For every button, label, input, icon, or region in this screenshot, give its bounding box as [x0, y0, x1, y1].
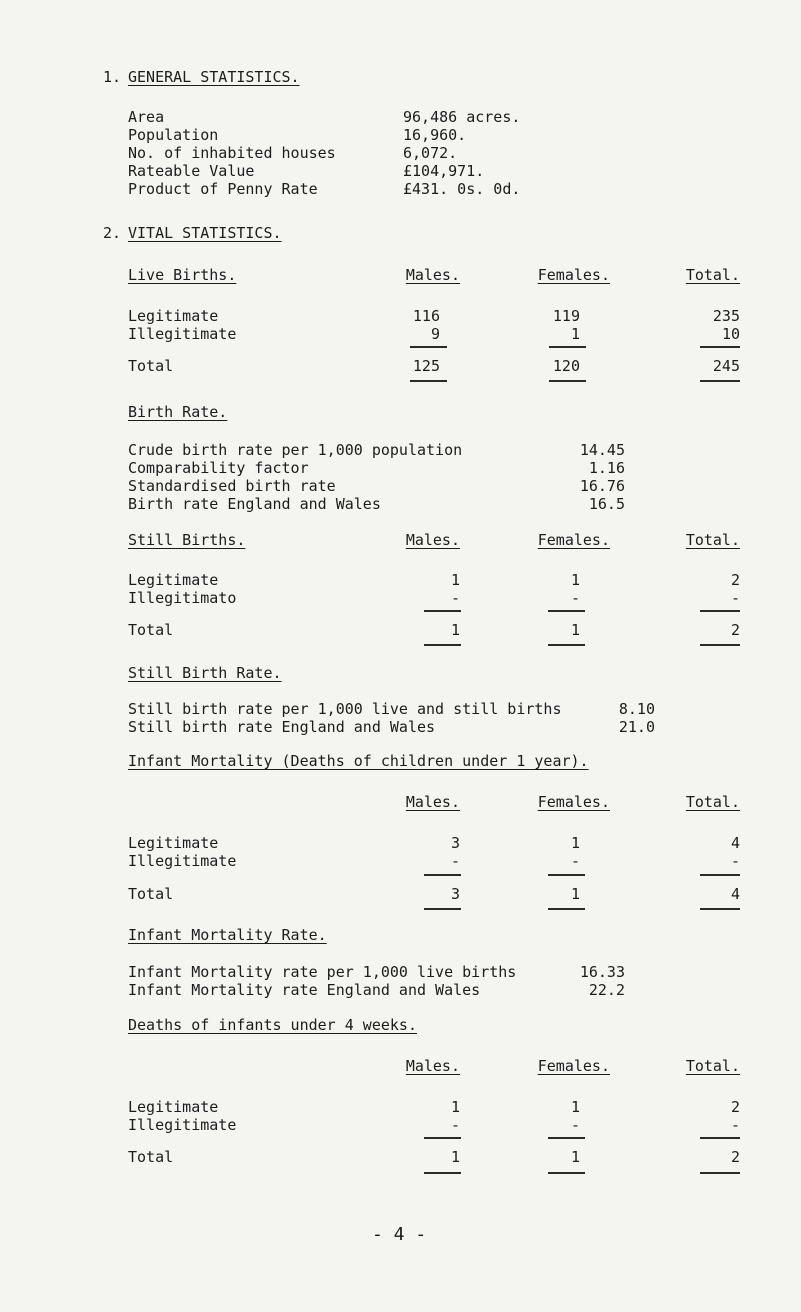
- infant-mortality-cell: 1: [570, 834, 580, 852]
- live-births-cell: 235: [712, 307, 740, 325]
- live-births-cell: 9: [430, 325, 440, 343]
- section-1-number: 1.: [103, 68, 122, 86]
- birth-rate-label: Birth rate England and Wales: [128, 495, 381, 513]
- subtotal-rule: [424, 874, 461, 876]
- birth-rate-value: 16.76: [579, 477, 625, 495]
- subtotal-rule: [700, 1137, 740, 1139]
- general-label-houses: No. of inhabited houses: [128, 144, 336, 162]
- infants-4-weeks-row-label: Illegitimate: [128, 1116, 237, 1134]
- still-birth-rate-label: Still birth rate per 1,000 live and still births: [128, 700, 562, 718]
- general-label-population: Population: [128, 126, 219, 144]
- infants-4-weeks-total-label: Total: [128, 1148, 174, 1166]
- general-value-houses: 6,072.: [403, 144, 458, 162]
- total-rule: [700, 644, 740, 646]
- still-births-cell: 1: [570, 571, 580, 589]
- infant-mortality-col-total: Total.: [685, 793, 740, 811]
- still-births-col-males: Males.: [405, 531, 460, 549]
- infant-mortality-row-label: Legitimate: [128, 834, 219, 852]
- subtotal-rule: [700, 610, 740, 612]
- still-births-col-total: Total.: [685, 531, 740, 549]
- infants-4-weeks-cell: -: [570, 1116, 580, 1134]
- infants-4-weeks-col-females: Females.: [537, 1057, 610, 1075]
- subtotal-rule: [548, 874, 585, 876]
- infants-4-weeks-cell: 1: [570, 1098, 580, 1116]
- infants-4-weeks-cell: 2: [730, 1098, 740, 1116]
- live-births-title: Live Births.: [128, 266, 237, 284]
- total-rule: [548, 644, 585, 646]
- infants-4-weeks-col-total: Total.: [685, 1057, 740, 1075]
- infant-mortality-cell: -: [450, 852, 460, 870]
- infant-mortality-cell: 3: [450, 834, 460, 852]
- live-births-total-cell: 125: [412, 357, 440, 375]
- still-births-cell: 2: [730, 571, 740, 589]
- total-rule: [548, 908, 585, 910]
- still-births-cell: 1: [450, 571, 460, 589]
- infants-4-weeks-cell: 1: [450, 1098, 460, 1116]
- subtotal-rule: [548, 610, 585, 612]
- subtotal-rule: [424, 610, 461, 612]
- live-births-row-label: Legitimate: [128, 307, 219, 325]
- birth-rate-label: Crude birth rate per 1,000 population: [128, 441, 463, 459]
- infant-mortality-total-cell: 1: [570, 885, 580, 903]
- birth-rate-title: Birth Rate.: [128, 403, 228, 421]
- live-births-col-males: Males.: [405, 266, 460, 284]
- infant-mortality-col-males: Males.: [405, 793, 460, 811]
- live-births-col-total: Total.: [685, 266, 740, 284]
- total-rule: [549, 380, 586, 382]
- infant-mortality-col-females: Females.: [537, 793, 610, 811]
- infant-mortality-title: Infant Mortality (Deaths of children under 1 year).: [128, 752, 589, 770]
- infant-mortality-rate-label: Infant Mortality rate England and Wales: [128, 981, 481, 999]
- still-births-total-cell: 1: [450, 621, 460, 639]
- birth-rate-value: 14.45: [579, 441, 625, 459]
- still-births-total-label: Total: [128, 621, 174, 639]
- still-births-cell: -: [730, 589, 740, 607]
- section-1-heading: GENERAL STATISTICS.: [128, 68, 300, 86]
- still-birth-rate-value: 21.0: [618, 718, 655, 736]
- still-births-title: Still Births.: [128, 531, 246, 549]
- live-births-total-cell: 120: [552, 357, 580, 375]
- general-value-penny-rate: £431. 0s. 0d.: [403, 180, 521, 198]
- still-births-total-cell: 2: [730, 621, 740, 639]
- general-label-rateable: Rateable Value: [128, 162, 255, 180]
- infants-4-weeks-col-males: Males.: [405, 1057, 460, 1075]
- total-rule: [424, 644, 461, 646]
- total-rule: [424, 908, 461, 910]
- total-rule: [410, 380, 447, 382]
- infant-mortality-total-cell: 4: [730, 885, 740, 903]
- still-births-row-label: Illegitimato: [128, 589, 237, 607]
- infants-4-weeks-cell: -: [450, 1116, 460, 1134]
- infants-4-weeks-total-cell: 2: [730, 1148, 740, 1166]
- birth-rate-value: 1.16: [588, 459, 625, 477]
- live-births-col-females: Females.: [537, 266, 610, 284]
- general-value-area: 96,486 acres.: [403, 108, 521, 126]
- live-births-total-label: Total: [128, 357, 174, 375]
- subtotal-rule: [410, 346, 447, 348]
- live-births-cell: 1: [570, 325, 580, 343]
- infants-4-weeks-title: Deaths of infants under 4 weeks.: [128, 1016, 417, 1034]
- live-births-cell: 116: [412, 307, 440, 325]
- live-births-row-label: Illegitimate: [128, 325, 237, 343]
- general-label-area: Area: [128, 108, 165, 126]
- live-births-cell: 10: [721, 325, 740, 343]
- subtotal-rule: [548, 1137, 585, 1139]
- live-births-cell: 119: [552, 307, 580, 325]
- subtotal-rule: [700, 346, 740, 348]
- infants-4-weeks-total-cell: 1: [570, 1148, 580, 1166]
- section-2-heading: VITAL STATISTICS.: [128, 224, 282, 242]
- still-births-total-cell: 1: [570, 621, 580, 639]
- total-rule: [424, 1172, 461, 1174]
- subtotal-rule: [424, 1137, 461, 1139]
- birth-rate-label: Comparability factor: [128, 459, 309, 477]
- still-birth-rate-value: 8.10: [618, 700, 655, 718]
- subtotal-rule: [549, 346, 586, 348]
- infant-mortality-rate-value: 16.33: [579, 963, 625, 981]
- infant-mortality-total-label: Total: [128, 885, 174, 903]
- infant-mortality-cell: 4: [730, 834, 740, 852]
- page-number: - 4 -: [372, 1224, 427, 1245]
- general-value-rateable: £104,971.: [403, 162, 485, 180]
- infants-4-weeks-total-cell: 1: [450, 1148, 460, 1166]
- infant-mortality-total-cell: 3: [450, 885, 460, 903]
- still-births-row-label: Legitimate: [128, 571, 219, 589]
- still-birth-rate-title: Still Birth Rate.: [128, 664, 282, 682]
- infant-mortality-rate-value: 22.2: [588, 981, 625, 999]
- infants-4-weeks-row-label: Legitimate: [128, 1098, 219, 1116]
- infant-mortality-rate-title: Infant Mortality Rate.: [128, 926, 327, 944]
- total-rule: [700, 1172, 740, 1174]
- still-births-col-females: Females.: [537, 531, 610, 549]
- live-births-total-cell: 245: [712, 357, 740, 375]
- birth-rate-label: Standardised birth rate: [128, 477, 336, 495]
- general-value-population: 16,960.: [403, 126, 467, 144]
- general-label-penny-rate: Product of Penny Rate: [128, 180, 318, 198]
- infant-mortality-cell: -: [570, 852, 580, 870]
- still-births-cell: -: [570, 589, 580, 607]
- still-births-cell: -: [450, 589, 460, 607]
- infant-mortality-rate-label: Infant Mortality rate per 1,000 live births: [128, 963, 517, 981]
- total-rule: [700, 908, 740, 910]
- infants-4-weeks-cell: -: [730, 1116, 740, 1134]
- infant-mortality-cell: -: [730, 852, 740, 870]
- section-2-number: 2.: [103, 224, 122, 242]
- still-birth-rate-label: Still birth rate England and Wales: [128, 718, 436, 736]
- infant-mortality-row-label: Illegitimate: [128, 852, 237, 870]
- subtotal-rule: [700, 874, 740, 876]
- total-rule: [548, 1172, 585, 1174]
- total-rule: [700, 380, 740, 382]
- birth-rate-value: 16.5: [588, 495, 625, 513]
